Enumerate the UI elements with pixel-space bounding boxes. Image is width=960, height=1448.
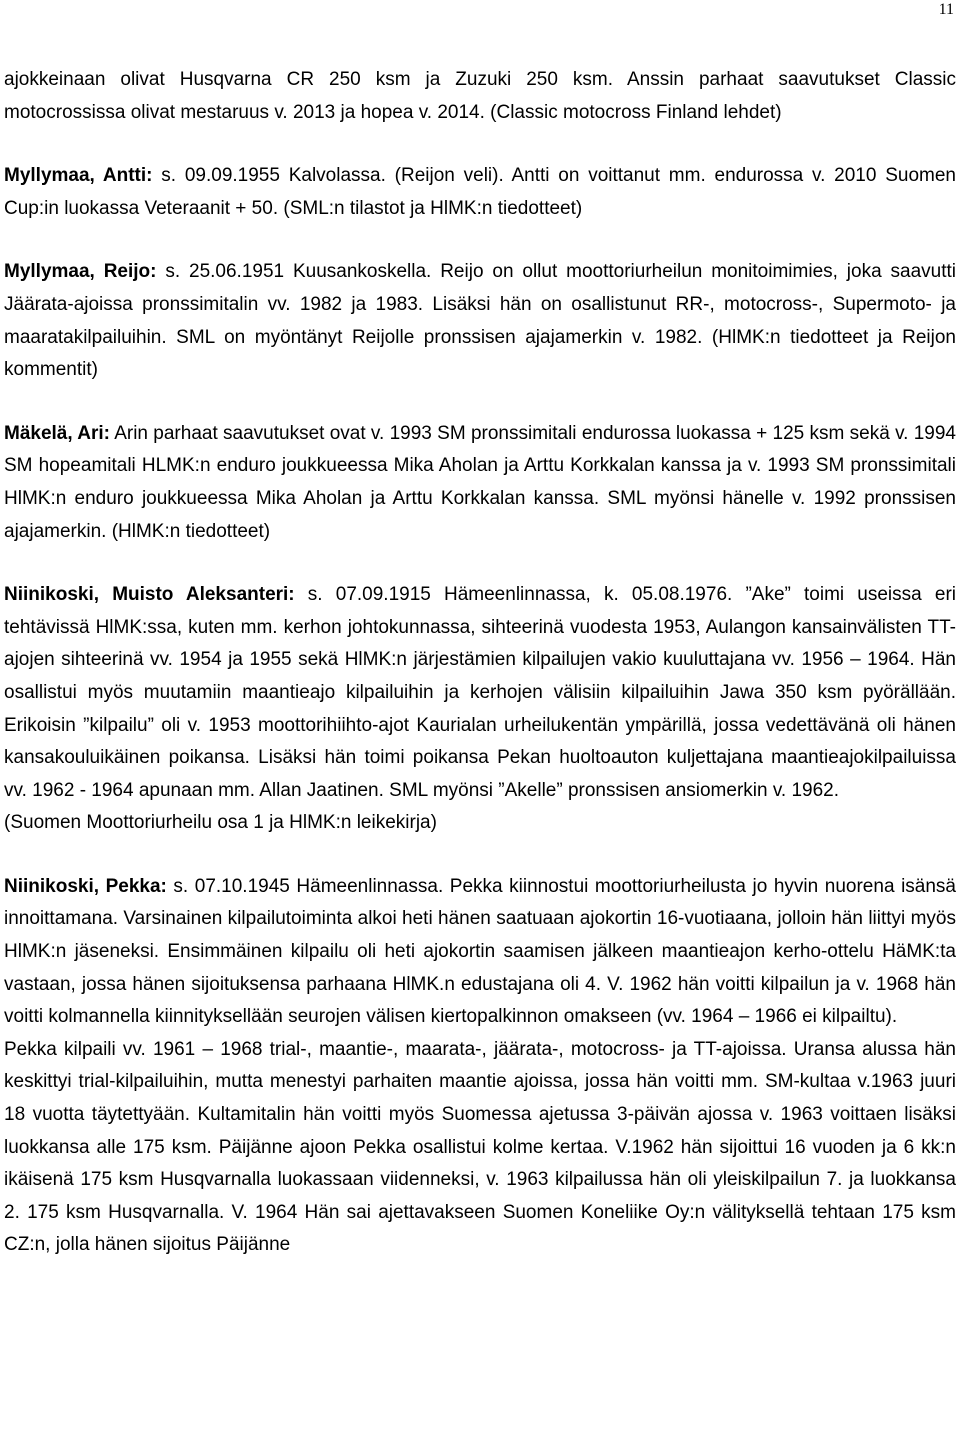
entry-myllymaa-antti xyxy=(4,160,956,225)
entry-niinikoski-pekka xyxy=(4,871,956,1034)
entry-name: Niinikoski, Pekka: xyxy=(4,875,167,897)
entry-name: Niinikoski, Muisto Aleksanteri: xyxy=(4,584,295,606)
page-number: 11 xyxy=(938,1,954,18)
entry-niinikoski-muisto xyxy=(4,579,956,807)
entry-makela-ari xyxy=(4,418,956,548)
document-body xyxy=(4,64,956,1262)
entry-source-note xyxy=(4,807,956,840)
paragraph-text: ajokkeinaan olivat Husqvarna CR 250 ksm ja Zuzuki 250 ksm. Anssin parhaat saavutukset Classic motocrossissa olivat mestaruus v. 2013 ja hopea v. 2014. (Classic motocross Finland lehdet) xyxy=(4,69,956,123)
source-text: (Suomen Moottoriurheilu osa 1 ja HlMK:n leikekirja) xyxy=(4,812,437,834)
paragraph-text: Pekka kilpaili vv. 1961 – 1968 trial-, maantie-, maarata-, jäärata-, motocross- ja TT-ajoissa. Uransa alussa hän keskittyi trial-kilpailuihin, mutta menestyi parhaiten maantie ajoissa, jossa hän voitti mm. SM-kultaa v.1963 juuri 18 vuotta täytettyään. Kultamitalin hän voitti myös Suomessa ajetussa 3-päivän ajossa v. 1963 voittaen lisäksi luokkansa alle 175 ksm. Päijänne ajoon Pekka osallistui kolme kertaa. V.1962 hän sijoittui 16 vuoden ja 6 kk:n ikäisenä 175 ksm Husqvarnalla luokassaan viidenneksi, v. 1963 kilpailussa hän oli yleiskilpailun 7. ja luokkansa 2. 175 ksm Husqvarnalla. V. 1964 Hän sai ajettavakseen Suomen Koneliike Oy:n välityksellä tehtaan 175 ksm CZ:n, jolla hänen sijoitus Päijänne xyxy=(4,1038,956,1256)
entry-name: Myllymaa, Reijo: xyxy=(4,261,157,283)
entry-text: s. 09.09.1955 Kalvolassa. (Reijon veli). Antti on voittanut mm. endurossa v. 2010 Suomen Cup:in luokassa Veteraanit + 50. (SML:n tilastot ja HlMK:n tiedotteet) xyxy=(4,165,956,219)
entry-name: Mäkelä, Ari: xyxy=(4,422,110,444)
entry-name: Myllymaa, Antti: xyxy=(4,165,153,187)
entry-text: Arin parhaat saavutukset ovat v. 1993 SM pronssimitali endurossa luokassa + 125 ksm sekä v. 1994 SM hopeamitali HLMK:n enduro joukkueessa Mika Aholan ja Arttu Korkkalan kanssa ja v. 1993 SM pronssimitali HlMK:n enduro joukkueessa Mika Aholan ja Arttu Korkkalan kanssa. SML myönsi hänelle v. 1992 pronssisen ajajamerkin. (HlMK:n tiedotteet) xyxy=(4,422,956,542)
paragraph-pekka-career xyxy=(4,1034,956,1262)
entry-text: s. 25.06.1951 Kuusankoskella. Reijo on ollut moottoriurheilun monitoimimies, joka saavutti Jäärata-ajoissa pronssimitalin vv. 1982 ja 1983. Lisäksi hän on osallistunut RR-, motocross-, Supermoto- ja maaratakilpailuihin. SML on myöntänyt Reijolle pronssisen ajajamerkin v. 1982. (HlMK:n tiedotteet ja Reijon kommentit) xyxy=(4,261,956,381)
paragraph-husqvarna xyxy=(4,64,956,129)
entry-text: s. 07.10.1945 Hämeenlinnassa. Pekka kiinnostui moottoriurheilusta jo hyvin nuorena isänsä innoittamana. Varsinainen kilpailutoiminta alkoi heti hänen saatuaan ajokortin 16-vuotiaana, jolloin hän liittyi myös HlMK:n jäseneksi. Ensimmäinen kilpailu oli heti ajokortin saamisen jälkeen maantieajon kerho-ottelu HäMK:ta vastaan, jossa hänen sijoituksensa parhaana HlMK.n edustajana oli 4. V. 1962 hän voitti kilpailun ja v. 1968 hän voitti kolmannella kiinnityksellään seurojen välisen kiertopalkinnon omakseen (vv. 1964 – 1966 ei kilpailtu). xyxy=(4,875,956,1028)
entry-myllymaa-reijo xyxy=(4,256,956,386)
entry-text: s. 07.09.1915 Hämeenlinnassa, k. 05.08.1976. ”Ake” toimi useissa eri tehtävissä HlMK:ssa, kuten mm. kerhon johtokunnassa, sihteerinä vuodesta 1953, Aulangon kansainvälisten TT-ajojen sihteerinä vv. 1954 ja 1955 sekä HlMK:n järjestämien kilpailujen vakio kuuluttajana vv. 1956 – 1964. Hän osallistui myös muutamiin maantieajo kilpailuihin ja kerhojen välisiin kilpailuihin Jawa 350 ksm pyörällään. Erikoisin ”kilpailu” oli v. 1953 moottorihiihto-ajot Kaurialan urheilukentän ympärillä, jossa vedettävänä oli hänen kansakouluikäinen poikansa. Lisäksi hän toimi poikansa Pekan huoltoauton kuljettajana maantieajokilpailuissa vv. 1962 - 1964 apunaan mm. Allan Jaatinen. SML myönsi ”Akelle” pronssisen ansiomerkin v. 1962. xyxy=(4,584,956,801)
